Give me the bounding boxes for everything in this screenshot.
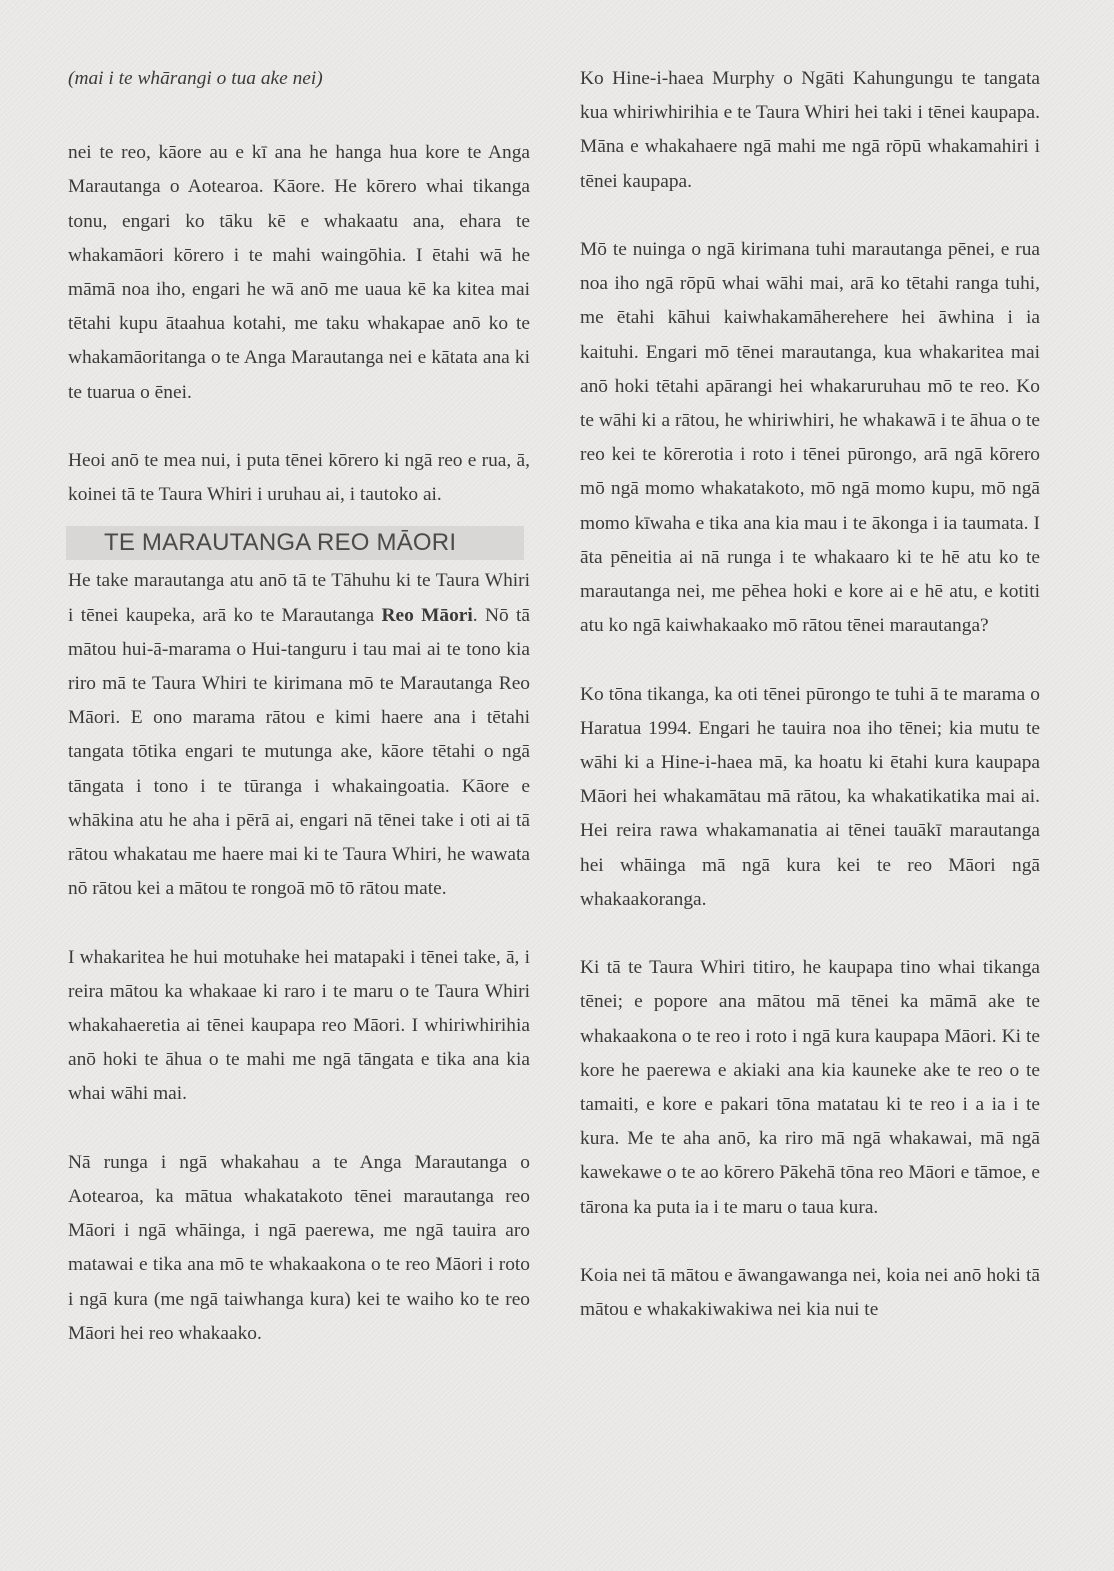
- paragraph: Heoi anō te mea nui, i puta tēnei kōrero ki ngā reo e rua, ā, koinei tā te Taura Whiri i uruhau ai, i tautoko ai.: [68, 450, 530, 506]
- left-column: [68, 62, 530, 1351]
- section-heading: TE MARAUTANGA REO MĀORI: [66, 526, 524, 560]
- paragraph: [68, 564, 530, 906]
- paragraph: Ki tā te Taura Whiri titiro, he kaupapa tino whai tikanga tēnei; e popore ana mātou mā tēnei ka māmā ake te whakaakona o te reo i roto i ngā kura kaupapa Māori. Ki te kore he paerewa e akiaki ana kia kauneke ake te reo o te tamaiti, e kore e pakari tōna matatau ki te reo i a ia i te kura. Me te aha anō, ka riro mā ngā whakawai, mā ngā kawekawe o te ao kōrero Pākehā tōna reo Māori e tāmoe, e tārona ka puta ia i te maru o taua kura.: [580, 957, 1040, 1218]
- paragraph-text: . Nō tā mātou hui-ā-marama o Hui-tanguru i tau mai ai te tono kia riro mā te Taura Whiri te kirimana mō te Marautanga Reo Māori. E ono marama rātou e kimi haere ana i tētahi tangata tōtika engari te mutunga ake, kāore tētahi o ngā tāngata i tono i te tūranga i whakaingoatia. Kāore e whākina atu he aha i pērā ai, engari nā tēnei take i oti ai tā rātou whakatau me haere mai ki te Taura Whiri, he wawata nō rātou kei a mātou te rongoā mō tō rātou mate.: [68, 604, 530, 900]
- paragraph: Ko Hine-i-haea Murphy o Ngāti Kahungungu te tangata kua whiriwhirihia e te Taura Whiri hei taki i tēnei kaupapa. Māna e whakahaere ngā mahi me ngā rōpū whakamahiri i tēnei kaupapa.: [580, 68, 1040, 192]
- paragraph: I whakaritea he hui motuhake hei matapaki i tēnei take, ā, i reira mātou ka whakaae ki raro i te maru o te Taura Whiri whakahaeretia ai tēnei kaupapa reo Māori. I whiriwhirihia anō hoki te āhua o te mahi me ngā tāngata e tika ana kia whai wāhi mai.: [68, 946, 530, 1105]
- right-column: [580, 62, 1040, 1327]
- paragraph: Nā runga i ngā whakahau a te Anga Marautanga o Aotearoa, ka mātua whakatakoto tēnei marautanga reo Māori i ngā whāinga, i ngā paerewa, me ngā tauira aro matawai e tika ana mō te whakaakona o te reo Māori i roto i ngā kura (me ngā taiwhanga kura) kei te waiho ko te reo Māori hei reo whakaako.: [68, 1151, 530, 1344]
- paragraph: Ko tōna tikanga, ka oti tēnei pūrongo te tuhi ā te marama o Haratua 1994. Engari he tauira noa iho tēnei; kia mutu te wāhi ki a Hine-i-haea mā, ka hoatu ki ētahi kura kaupapa Māori hei whakamātau mā rātou, ka whakatikatika mai ai. Hei reira rawa whakamanatia ai tēnei tauākī marautanga hei whāinga mā ngā kura kei te reo Māori ngā whakaakoranga.: [580, 683, 1040, 910]
- continued-note: (mai i te whārangi o tua ake nei): [68, 68, 323, 89]
- paragraph-text: He take marautanga atu anō tā te Tāhuhu ki te Taura Whiri i tēnei kaupeka, arā ko te Marautanga: [68, 570, 530, 626]
- paragraph: Mō te nuinga o ngā kirimana tuhi marautanga pēnei, e rua noa iho ngā rōpū whai wāhi mai, arā ko tētahi ranga tuhi, me ētahi kāhui kaiwhakamāherehere hei āwhina i ia kaituhi. Engari mō tēnei marautanga, kua whakaritea mai anō hoki tētahi apārangi hei whakaruruhau mō te reo. Ko te wāhi ki a rātou, he whiriwhiri, he whakawā i te āhua o te reo kei te kōrerotia i roto i tēnei pūrongo, arā ngā kōrero mō ngā momo whakatakoto, mō ngā momo kupu, mō ngā momo kīwaha e tika ana kia mau i te ākonga i ia taumata. I āta pēneitia ai nā runga i te whakaaro ki te hē atu ko te marautanga nei, me pēhea hoki e kore ai e hē atu, e kotiti atu ko ngā kaiwhakaako mō rātou tēnei marautanga?: [580, 239, 1040, 637]
- bold-text: Reo Māori: [381, 604, 473, 626]
- paragraph: nei te reo, kāore au e kī ana he hanga hua kore te Anga Marautanga o Aotearoa. Kāore. He kōrero whai tikanga tonu, engari ko tāku kē e whakaatu ana, ehara te whakamāori kōrero i te mahi waingōhia. I ētahi wā he māmā noa iho, engari he wā anō me uaua kē ka kitea mai tētahi kupu ātaahua kotahi, me taku whakapae anō ko te whakamāoritanga o te Anga Marautanga nei e kātata ana ki te tuarua o ēnei.: [68, 142, 530, 403]
- paragraph: Koia nei tā mātou e āwangawanga nei, koia nei anō hoki tā mātou e whakakiwakiwa nei kia nui te: [580, 1265, 1040, 1321]
